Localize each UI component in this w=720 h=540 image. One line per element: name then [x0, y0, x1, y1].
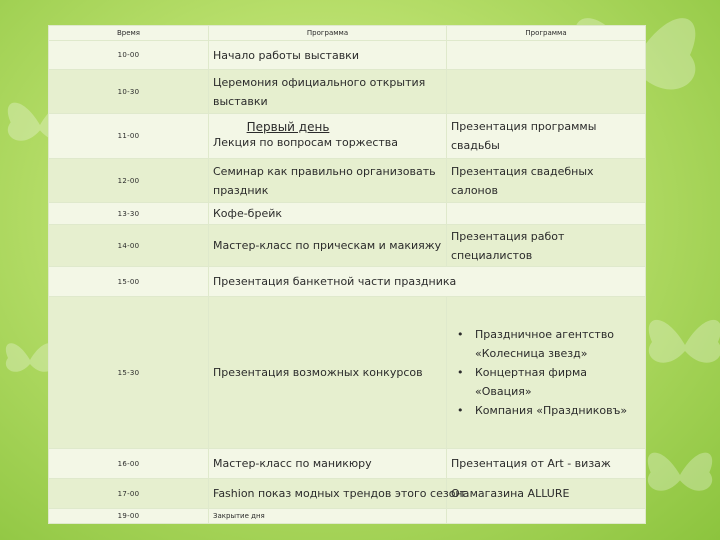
- list-item-text: Праздничное агентство «Колесница звезд»: [475, 328, 615, 360]
- program-cell: [209, 114, 447, 159]
- time-cell: 15-30: [49, 297, 209, 449]
- time-cell: 12-00: [49, 159, 209, 203]
- program-cell-2: Презентация от Art - визаж: [447, 449, 646, 479]
- table-row: [49, 114, 646, 159]
- program-cell-2: Презентация работ специалистов: [447, 225, 646, 267]
- butterfly-icon: [640, 300, 720, 390]
- time-cell: 11-00: [49, 114, 209, 159]
- table-row: [49, 509, 646, 524]
- day-label: Первый день: [246, 119, 330, 134]
- list-item: [457, 325, 641, 363]
- program-cell-2: От магазина ALLURE: [447, 479, 646, 509]
- table-row: [49, 267, 646, 297]
- time-cell: 13-30: [49, 203, 209, 225]
- program-cell-2: Презентация свадебных салонов: [447, 159, 646, 203]
- program-cell-2: [447, 70, 646, 114]
- program-cell-2: [447, 297, 646, 449]
- time-cell: 19-00: [49, 509, 209, 524]
- program-cell: Fashion показ модных трендов этого сезона: [209, 479, 447, 509]
- program-cell: Закрытие дня: [209, 509, 447, 524]
- bullet-icon: •: [457, 328, 464, 341]
- list-item: [457, 401, 641, 420]
- time-cell: 16-00: [49, 449, 209, 479]
- program-cell: Мастер-класс по маникюру: [209, 449, 447, 479]
- program-cell-2: [447, 203, 646, 225]
- time-cell: 15-00: [49, 267, 209, 297]
- table-row: [49, 225, 646, 267]
- program-cell: Церемония официального открытия выставки: [209, 70, 447, 114]
- program-cell: Презентация банкетной части праздника: [209, 267, 646, 297]
- list-item-text: Компания «Праздниковъ»: [475, 404, 628, 417]
- list-item: [457, 363, 641, 401]
- table-row: [49, 297, 646, 449]
- header-program-1: Программа: [209, 26, 447, 41]
- program-text: Лекция по вопросам торжества: [213, 135, 399, 149]
- program-cell: Семинар как правильно организовать праздник: [209, 159, 447, 203]
- time-cell: 14-00: [49, 225, 209, 267]
- table-row: [49, 449, 646, 479]
- butterfly-icon: [640, 420, 720, 530]
- program-cell-2: [447, 509, 646, 524]
- time-cell: 17-00: [49, 479, 209, 509]
- header-program-2: Программа: [447, 26, 646, 41]
- bullet-icon: •: [457, 404, 464, 417]
- time-cell: 10-00: [49, 41, 209, 70]
- program-cell: Кофе-брейк: [209, 203, 447, 225]
- organizer-list: [451, 325, 641, 420]
- program-cell: Начало работы выставки: [209, 41, 447, 70]
- table-row: [49, 479, 646, 509]
- schedule-table: [48, 25, 646, 524]
- program-cell-2: [447, 41, 646, 70]
- time-cell: 10-30: [49, 70, 209, 114]
- program-cell: Презентация возможных конкурсов: [209, 297, 447, 449]
- list-item-text: Концертная фирма «Овация»: [475, 366, 587, 398]
- table-row: [49, 41, 646, 70]
- table-row: [49, 203, 646, 225]
- table-row: [49, 70, 646, 114]
- bullet-icon: •: [457, 366, 464, 379]
- program-cell-2: Презентация программы свадьбы: [447, 114, 646, 159]
- table-header-row: [49, 26, 646, 41]
- header-time: Время: [49, 26, 209, 41]
- table-row: [49, 159, 646, 203]
- program-cell: Мастер-класс по прическам и макияжу: [209, 225, 447, 267]
